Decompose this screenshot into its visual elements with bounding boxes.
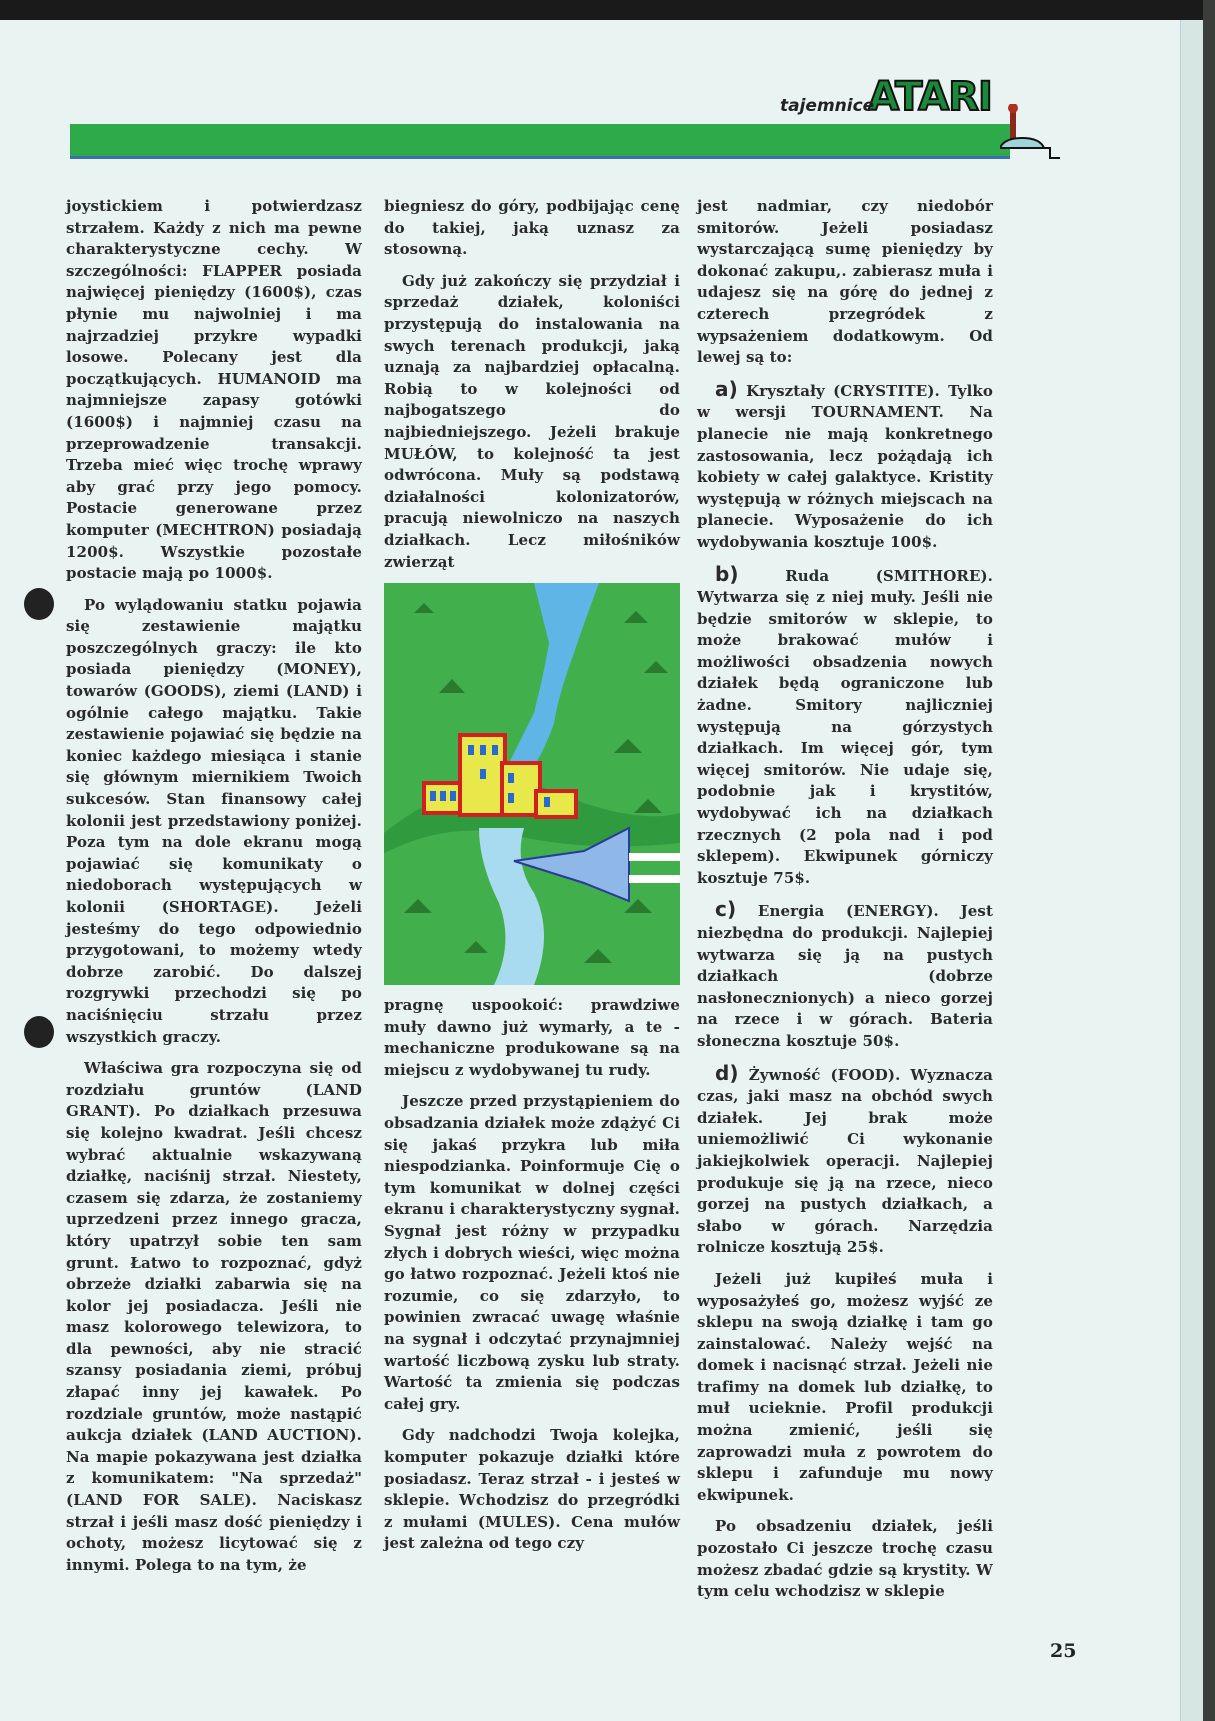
paragraph: Po wylądowaniu statku pojawia się zestawienie majątku poszczególnych graczy: ile kto posiada pieniędzy (MONEY), towarów (GOODS), ziemi (LAND) i ogólnie całego majątku. Takie zestawienie pojawiać się będzie na koniec każdego miesiąca i stanie się głównym miernikiem Twoich sukcesów. Stan finansowy całej kolonii jest przedstawiony poniżej. Poza tym na dole ekranu mogą pojawiać się komunikaty o niedoborach występujących w kolonii (SHORTAGE). Jeżeli jesteśmy do tego odpowiednio przygotowani, to możemy wtedy dobrze zarobić. Do dalszej rozgrywki przechodzi się po naciśnięciu strzału przez wszystkich graczy. (66, 595, 362, 1046)
scan-right-border (1203, 0, 1215, 1721)
item-text: Energia (ENERGY). Jest niezbędna do produkcji. Najlepiej wytwarza się ją na pustych działkach (dobrze nasłonecznionych) a nieco gorzej na rzece i w górach. Bateria słoneczna kosztuje 50$. (697, 902, 993, 1050)
paragraph: biegniesz do góry, podbijając cenę do takiej, jaką uznasz za stosowną. (384, 197, 680, 259)
column-2 (384, 196, 680, 1565)
item-label: a) (715, 376, 738, 401)
column-3 (697, 196, 993, 1613)
column-1 (66, 196, 362, 1586)
item-label: c) (715, 897, 737, 922)
punch-hole (24, 588, 54, 620)
paragraph: Gdy już zakończy się przydział i sprzedaż działek, koloniści przystępują do instalowania na swych terenach produkcji, jaką uznają za najbardziej opłacalną. Robią to w kolejności od najbogatszego do najbiedniejszego. Jeżeli brakuje MUŁÓW, to kolejność ta jest odwrócona. Muły są podstawą działalności kolonizatorów, pracują niewolniczo na naszych działkach. Lecz miłośników zwierząt (384, 271, 680, 571)
list-item (697, 1060, 993, 1259)
paragraph: jest nadmiar, czy niedobór smitorów. Jeżeli posiadasz wystarczającą sumę pieniędzy by dokonać zakupu,. zabierasz muła i udajesz się na górę do jednej z czterech przegródek z wypsażeniem dodatkowym. Od lewej są to: (697, 197, 993, 367)
next-page-edge (1180, 20, 1203, 1721)
joystick-icon (1000, 104, 1060, 164)
list-item (697, 561, 994, 890)
item-label: d) (715, 1060, 739, 1085)
game-illustration (384, 583, 680, 985)
item-text: Kryształy (CRYSTITE). Tylko w wersji TOURNAMENT. Na planecie nie mają konkretnego zastosowania, lecz pożądają ich kobiety w całej galaktyce. Kristity występują w różnych miejscach na planecie. Wyposażenie do ich wydobywania kosztuje 100$. (697, 381, 993, 551)
list-item (697, 899, 993, 1052)
paragraph: Jeszcze przed przystąpieniem do obsadzania działek może zdążyć Ci się jakaś przykra lub miła niespodzianka. Poinformuje Cię o tym komunikat w dolnej części ekranu i charakterystyczny sygnał. Sygnał jest różny w przypadku złych i dobrych wieści, więc można go łatwo rozpoznać. Jeżeli ktoś nie rozumie, co się zdarzyło, to powinien zwracać uwagę właśnie na sygnał i odczytać przynajmniej wartość liczbową zysku lub straty. Wartość ta zmienia się podczas całej gry. (384, 1092, 680, 1413)
paragraph: Po obsadzeniu działek, jeśli pozostało Ci jeszcze trochę czasu możesz zbadać gdzie są krystity. W tym celu wchodzisz w sklepie (697, 1517, 993, 1601)
item-label: b) (715, 561, 739, 586)
page-number: 25 (1050, 1640, 1077, 1662)
paragraph: joystickiem i potwierdzasz strzałem. Każdy z nich ma pewne charakterystyczne cechy. W szczególności: FLAPPER posiada najwięcej pieniędzy (1600$), czas płynie mu najwolniej i ma najrzadziej przykre wypadki losowe. Polecany jest dla początkujących. HUMANOID ma najmniejsze zapasy gotówki (1600$) i najmniej czasu na przeprowadzenie transakcji. Trzeba mieć więc trochę wprawy aby grać przy jego pomocy. Postacie generowane przez komputer (MECHTRON) posiadają 1200$. Wszystkie pozostałe postacie mają po 1000$. (66, 197, 362, 583)
magazine-logo (780, 74, 992, 120)
scan-top-border (0, 0, 1215, 20)
paragraph: Jeżeli już kupiłeś muła i wyposażyłeś go, możesz wyjść ze sklepu na swoją działkę i tam go zainstalować. Należy wejść na domek i nacisnąć strzał. Jeżeli nie trafimy na domek lub działkę, to muł ucieknie. Profil produkcji można zmienić, jeśli się zaprowadzi muła z powrotem do sklepu i zafunduje mu nowy ekwipunek. (697, 1269, 993, 1504)
logo-big-text: ATARI (868, 74, 992, 120)
list-item (697, 376, 993, 554)
item-text: Ruda (SMITHORE). Wytwarza się z niej muły. Jeśli nie będzie smitorów w sklepie, to może brakować mułów i możliwości obsadzenia nowych działek będą ograniczone lub żadne. Smitory najliczniej występują na górzystych działkach. Im więcej gór, tym więcej smitorów. Nie udaje się, podobnie jak i krystitów, wydobywać ich na działkach rzecznych (2 pola nad i pod sklepem). Ekwipunek górniczy kosztuje 75$. (697, 566, 994, 887)
item-text: Żywność (FOOD). Wyznacza czas, jaki masz na obchód swych działek. Jej brak może uniemożliwić Ci wykonanie jakiejkolwiek operacji. Najlepiej produkuje się ją na rzece, nieco gorzej na pustych działkach, a słabo w górach. Narzędzia rolnicze kosztują 25$. (697, 1065, 993, 1257)
header-bar (70, 124, 1010, 159)
logo-small-text: tajemnice (780, 96, 875, 116)
punch-hole (24, 1016, 54, 1048)
paragraph: Właściwa gra rozpoczyna się od rozdziału gruntów (LAND GRANT). Po działkach przesuwa się kolejno kwadrat. Jeśli chcesz wybrać aktualnie wskazywaną działkę, naciśnij strzał. Niestety, czasem się zdarza, że zostaniemy uprzedzeni przez innego gracza, który upatrzył sobie ten sam grunt. Łatwo to rozpoznać, gdyż obrzeże działki zabarwia się na kolor jej posiadacza. Jeśli nie masz kolorowego telewizora, to dla pewności, aby nie stracić szansy posiadania ziemi, próbuj złapać inny jej kawałek. Po rozdziale gruntów, może nastąpić aukcja działek (LAND AUCTION). Na mapie pokazywana jest działka z komunikatem: "Na sprzedaż" (LAND FOR SALE). Naciskasz strzał i jeśli masz dość pieniędzy i ochoty, możesz licytować się z innymi. Polega to na tym, że (66, 1059, 362, 1574)
paragraph: Gdy nadchodzi Twoja kolejka, komputer pokazuje działki które posiadasz. Teraz strzał - i jesteś w sklepie. Wchodzisz do przegródki z mułami (MULES). Cena mułów jest zależna od tego czy (384, 1426, 680, 1553)
paragraph: pragnę uspookoić: prawdziwe muły dawno już wymarły, a te - mechaniczne produkowane są na miejscu z wydobywanej tu rudy. (384, 996, 680, 1079)
